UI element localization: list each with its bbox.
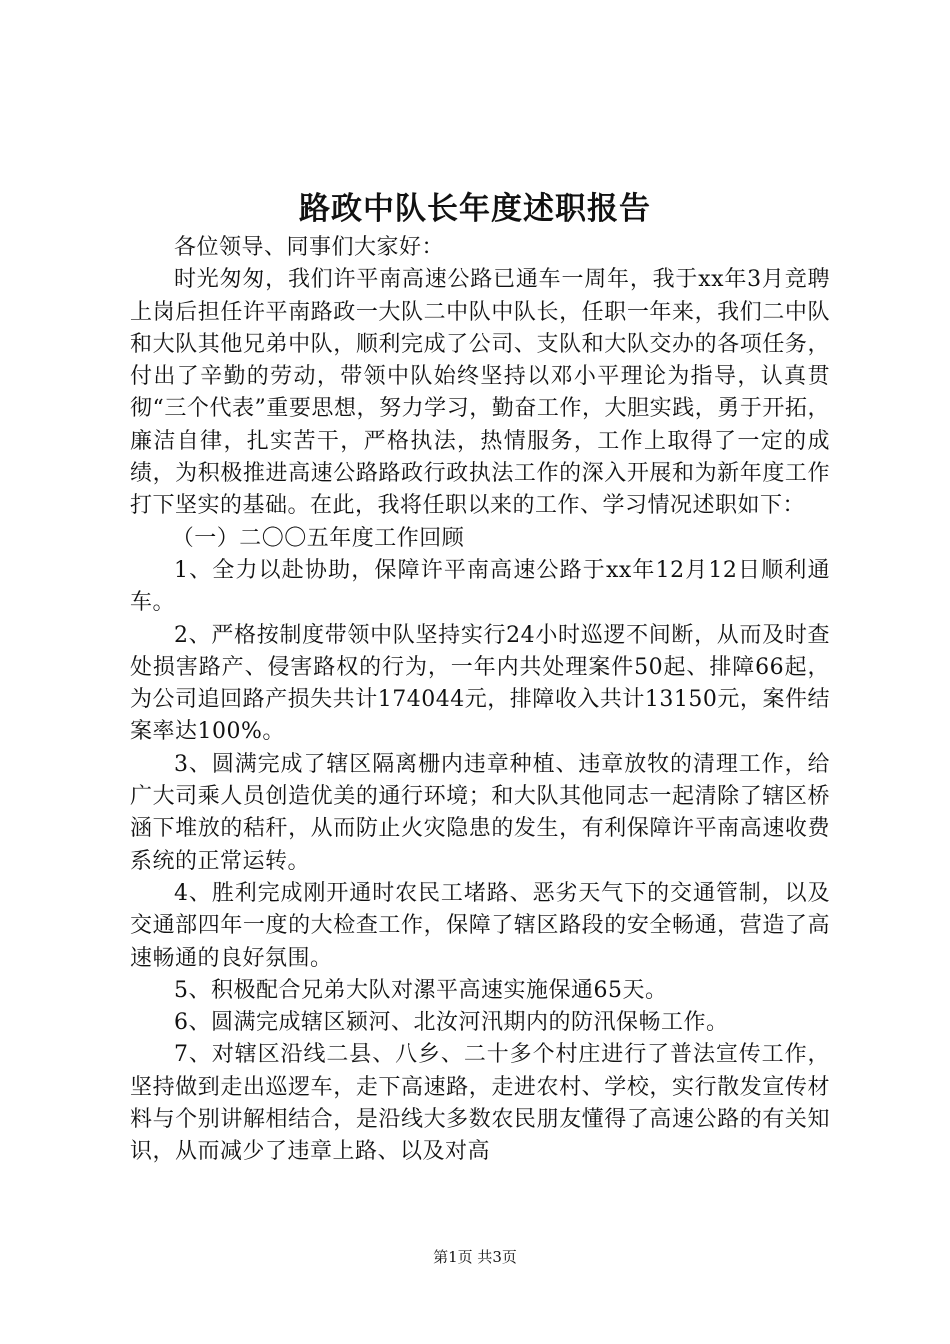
list-item-5: 5、积极配合兄弟大队对漯平高速实施保通65天。	[174, 977, 668, 1003]
list-item-2: 2、严格按制度带领中队坚持实行24小时巡逻不间断，从而及时查处损害路产、侵害路权的行为，一年内共处理案件50起、排障66起，为公司追回路产损失共计174044元，排障收入共计13150元，案件结案率达100%。	[130, 622, 830, 745]
list-item-7: 7、对辖区沿线二县、八乡、二十多个村庄进行了普法宣传工作，坚持做到走出巡逻车，走下高速路，走进农村、学校，实行散发宣传材料与个别讲解相结合，是沿线大多数农民朋友懂得了高速公路的有关知识，从而减少了违章上路、以及对高	[130, 1042, 830, 1165]
greeting-paragraph: 各位领导、同事们大家好：	[174, 235, 445, 260]
list-item-3: 3、圆满完成了辖区隔离栅内违章种植、违章放牧的清理工作，给广大司乘人员创造优美的通行环境；和大队其他同志一起清除了辖区桥涵下堆放的秸秆，从而防止火灾隐患的发生，有利保障许平南高速收费系统的正常运转。	[130, 751, 830, 874]
intro-paragraph: 时光匆匆，我们许平南高速公路已通车一周年，我于xx年3月竞聘上岗后担任许平南路政一大队二中队中队长，任职一年来，我们二中队和大队其他兄弟中队，顺利完成了公司、支队和大队交办的各项任务，付出了辛勤的劳动，带领中队始终坚持以邓小平理论为指导，认真贯彻“三个代表”重要思想，努力学习，勤奋工作，大胆实践，勇于开拓，廉洁自律，扎实苦干，严格执法，热情服务，工作上取得了一定的成绩，为积极推进高速公路路政行政执法工作的深入开展和为新年度工作打下坚实的基础。在此，我将任职以来的工作、学习情况述职如下：	[130, 267, 830, 519]
list-item-1: 1、全力以赴协助，保障许平南高速公路于xx年12月12日顺利通车。	[130, 557, 830, 616]
page-number-footer: 第1页 共3页	[433, 1248, 517, 1266]
document-body	[130, 232, 830, 1169]
list-item-4: 4、胜利完成刚开通时农民工堵路、恶劣天气下的交通管制，以及交通部四年一度的大检查工作，保障了辖区路段的安全畅通，营造了高速畅通的良好氛围。	[130, 880, 830, 971]
document-title: 路政中队长年度述职报告	[299, 191, 651, 227]
list-item-6: 6、圆满完成辖区颍河、北汝河汛期内的防汛保畅工作。	[174, 1010, 729, 1036]
section-heading: （一）二〇〇五年度工作回顾	[171, 525, 465, 551]
